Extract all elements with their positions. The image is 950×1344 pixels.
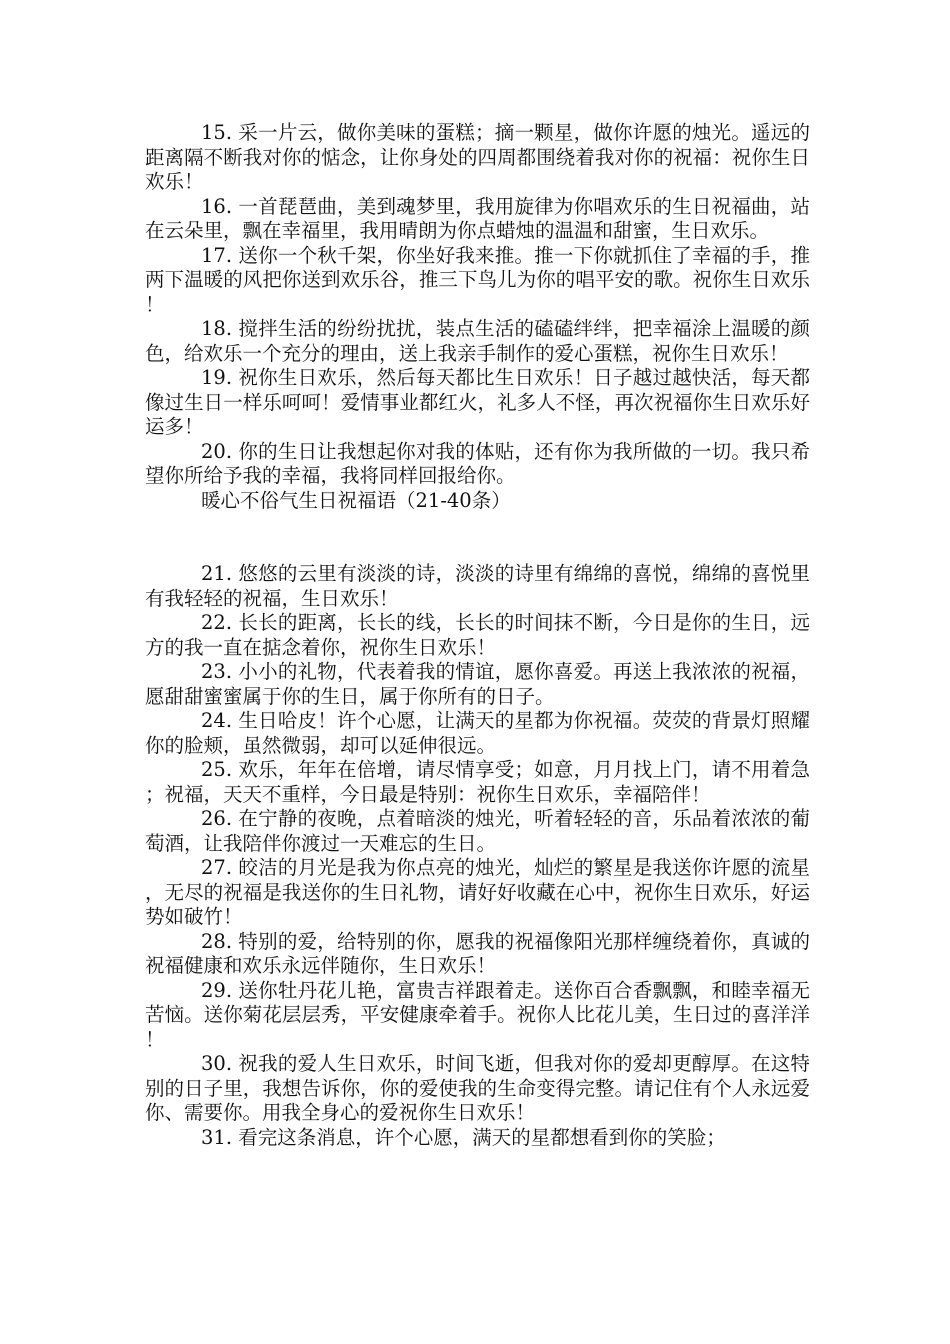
paragraph-19: 19. 祝你生日欢乐，然后每天都比生日欢乐！日子越过越快活，每天都像过生日一样乐呵呵！爱情事业都红火，礼多人不怪，再次祝福你生日欢乐好运多！ <box>145 366 810 438</box>
paragraph-25: 25. 欢乐，年年在倍增，请尽情享受；如意，月月找上门，请不用着急；祝福，天天不重样，今日最是特别：祝你生日欢乐，幸福陪伴！ <box>145 758 810 806</box>
paragraph-22: 22. 长长的距离，长长的线，长长的时间抹不断，今日是你的生日，远方的我一直在掂念着你，祝你生日欢乐！ <box>145 611 810 659</box>
paragraph-16: 16. 一首琵琶曲，美到魂梦里，我用旋律为你唱欢乐的生日祝福曲，站在云朵里，飘在幸福里，我用晴朗为你点蜡烛的温温和甜蜜，生日欢乐。 <box>145 194 810 242</box>
paragraph-21: 21. 悠悠的云里有淡淡的诗，淡淡的诗里有绵绵的喜悦，绵绵的喜悦里有我轻轻的祝福，生日欢乐！ <box>145 562 810 610</box>
paragraph-27: 27. 皎洁的月光是我为你点亮的烛光，灿烂的繁星是我送你许愿的流星，无尽的祝福是我送你的生日礼物，请好好收藏在心中，祝你生日欢乐，好运势如破竹！ <box>145 856 810 928</box>
paragraph-28: 28. 特别的爱，给特别的你，愿我的祝福像阳光那样缠绕着你，真诚的祝福健康和欢乐永远伴随你，生日欢乐！ <box>145 929 810 977</box>
paragraph-23: 23. 小小的礼物，代表着我的情谊，愿你喜爱。再送上我浓浓的祝福，愿甜甜蜜蜜属于你的生日，属于你所有的日子。 <box>145 660 810 708</box>
paragraph-31: 31. 看完这条消息，许个心愿，满天的星都想看到你的笑脸； <box>201 1125 726 1149</box>
paragraph-20: 20. 你的生日让我想起你对我的体贴，还有你为我所做的一切。我只希望你所给予我的幸福，我将同样回报给你。 <box>145 439 810 487</box>
paragraph-26: 26. 在宁静的夜晚，点着暗淡的烛光，听着轻轻的音，乐品着浓浓的葡萄酒，让我陪伴你渡过一天难忘的生日。 <box>145 807 810 855</box>
paragraph-24: 24. 生日哈皮！许个心愿，让满天的星都为你祝福。荧荧的背景灯照耀你的脸颊，虽然微弱，却可以延伸很远。 <box>145 709 810 757</box>
paragraph-17: 17. 送你一个秋千架，你坐好我来推。推一下你就抓住了幸福的手，推两下温暖的风把你送到欢乐谷，推三下鸟儿为你的唱平安的歌。祝你生日欢乐！ <box>145 243 810 316</box>
section-spacer <box>145 513 810 562</box>
paragraph-30: 30. 祝我的爱人生日欢乐，时间飞逝，但我对你的爱却更醇厚。在这特别的日子里，我想告诉你，你的爱使我的生命变得完整。请记住有个人永远爱你、需要你。用我全身心的爱祝你生日欢乐！ <box>145 1052 810 1124</box>
paragraph-29: 29. 送你牡丹花儿艳，富贵吉祥跟着走。送你百合香飘飘，和睦幸福无苦恼。送你菊花层层秀，平安健康牵着手。祝你人比花儿美，生日过的喜洋洋！ <box>145 978 810 1051</box>
paragraph-15: 15. 采一片云，做你美味的蛋糕；摘一颗星，做你许愿的烛光。遥远的距离隔不断我对你的惦念，让你身处的四周都围绕着我对你的祝福：祝你生日欢乐！ <box>145 121 810 193</box>
section-title: 暖心不俗气生日祝福语（21-40条） <box>201 488 511 512</box>
document-page <box>145 121 810 1150</box>
paragraph-18: 18. 搅拌生活的纷纷扰扰，装点生活的磕磕绊绊，把幸福涂上温暖的颜色，给欢乐一个充分的理由，送上我亲手制作的爱心蛋糕，祝你生日欢乐！ <box>145 317 810 365</box>
